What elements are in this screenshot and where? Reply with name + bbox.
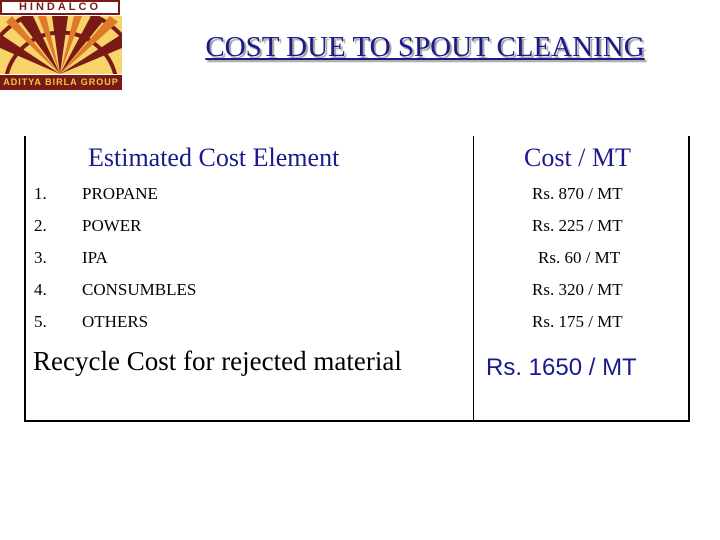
table-row — [24, 306, 690, 338]
logo-wordmark: HINDALCO — [0, 0, 120, 15]
slide-title: COST DUE TO SPOUT CLEANING — [205, 31, 645, 63]
header-cost-element: Estimated Cost Element — [88, 143, 340, 172]
table-row — [24, 242, 690, 274]
row-cost: Rs. 175 / MT — [532, 312, 623, 331]
row-number: 3. — [34, 248, 47, 267]
row-label: CONSUMBLES — [82, 280, 197, 299]
recycle-cost-label: Recycle Cost for rejected material — [33, 346, 402, 376]
cost-table — [24, 136, 690, 422]
sunburst-logo-icon — [0, 16, 122, 74]
header-cost-per-mt: Cost / MT — [524, 143, 631, 172]
row-cost: Rs. 870 / MT — [532, 184, 623, 203]
row-number: 1. — [34, 184, 47, 203]
row-number: 2. — [34, 216, 47, 235]
row-cost: Rs. 320 / MT — [532, 280, 623, 299]
row-label: OTHERS — [82, 312, 149, 331]
row-cost: Rs. 225 / MT — [532, 216, 623, 235]
hindalco-logo — [0, 0, 122, 90]
row-cost: Rs. 60 / MT — [538, 248, 621, 267]
row-number: 5. — [34, 312, 47, 331]
logo-group-name: ADITYA BIRLA GROUP — [0, 75, 122, 90]
row-label: IPA — [82, 248, 108, 267]
row-label: PROPANE — [82, 184, 158, 203]
recycle-cost-value: Rs. 1650 / MT — [486, 354, 637, 381]
table-row — [24, 274, 690, 306]
table-row — [24, 178, 690, 210]
row-number: 4. — [34, 280, 47, 299]
table-bottom-border — [24, 420, 690, 422]
row-label: POWER — [82, 216, 142, 235]
table-row — [24, 210, 690, 242]
